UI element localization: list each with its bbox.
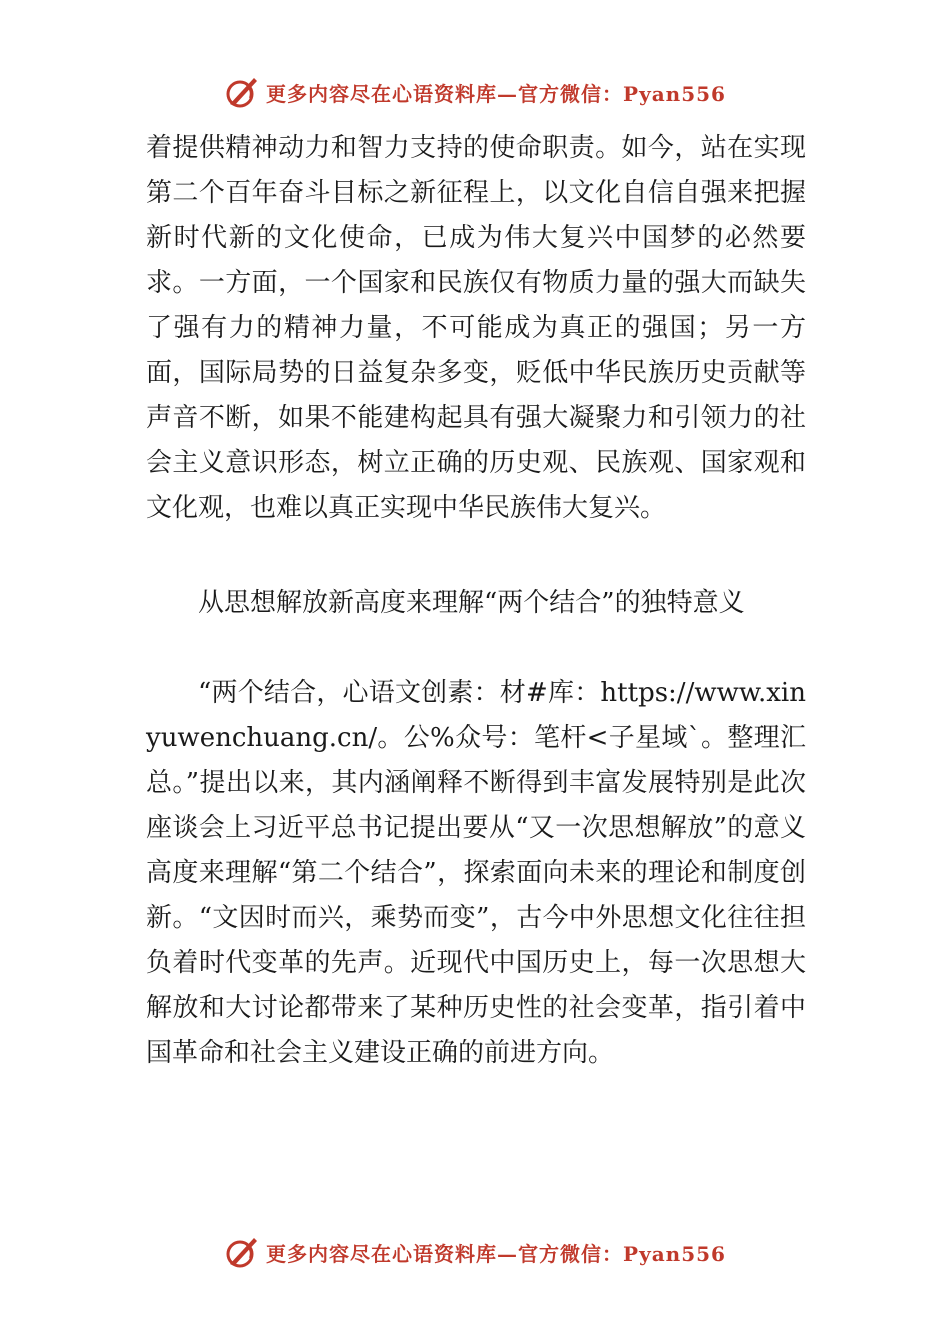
quill-pen-logo-icon — [224, 1234, 260, 1270]
section-heading: 从思想解放新高度来理解“两个结合”的独特意义 — [198, 588, 745, 618]
footer-banner — [0, 1232, 950, 1272]
header-banner — [0, 72, 950, 112]
banner-text: 更多内容尽在心语资料库—官方微信：Pyan556 — [266, 81, 726, 106]
paragraph-continued: 着提供精神动力和智力支持的使命职责。如今，站在实现第二个百年奋斗目标之新征程上，以文化自信自强来把握新时代新的文化使命，已成为伟大复兴中国梦的必然要求。一方面，一个国家和民族仅有物质力量的强大而缺失了强有力的精神力量，不可能成为真正的强国；另一方面，国际局势的日益复杂多变，贬低中华民族历史贡献等声音不断，如果不能建构起具有强大凝聚力和引领力的社会主义意识形态，树立正确的历史观、民族观、国家观和文化观，也难以真正实现中华民族伟大复兴。 — [146, 133, 806, 523]
document-body — [146, 126, 806, 1076]
paragraph-two-combinations: “两个结合，心语文创素：材#库：https://www.xinyuwenchuang.cn/。公%众号：笔杆<子星域`。整理汇总。”提出以来，其内涵阐释不断得到丰富发展特别是此次座谈会上习近平总书记提出要从“又一次思想解放”的意义高度来理解“第二个结合”，探索面向未来的理论和制度创新。“文因时而兴，乘势而变”，古今中外思想文化往往担负着时代变革的先声。近现代中国历史上，每一次思想大解放和大讨论都带来了某种历史性的社会变革，指引着中国革命和社会主义建设正确的前进方向。 — [146, 678, 806, 1068]
quill-pen-logo-icon — [224, 74, 260, 110]
banner-text: 更多内容尽在心语资料库—官方微信：Pyan556 — [266, 1241, 726, 1266]
